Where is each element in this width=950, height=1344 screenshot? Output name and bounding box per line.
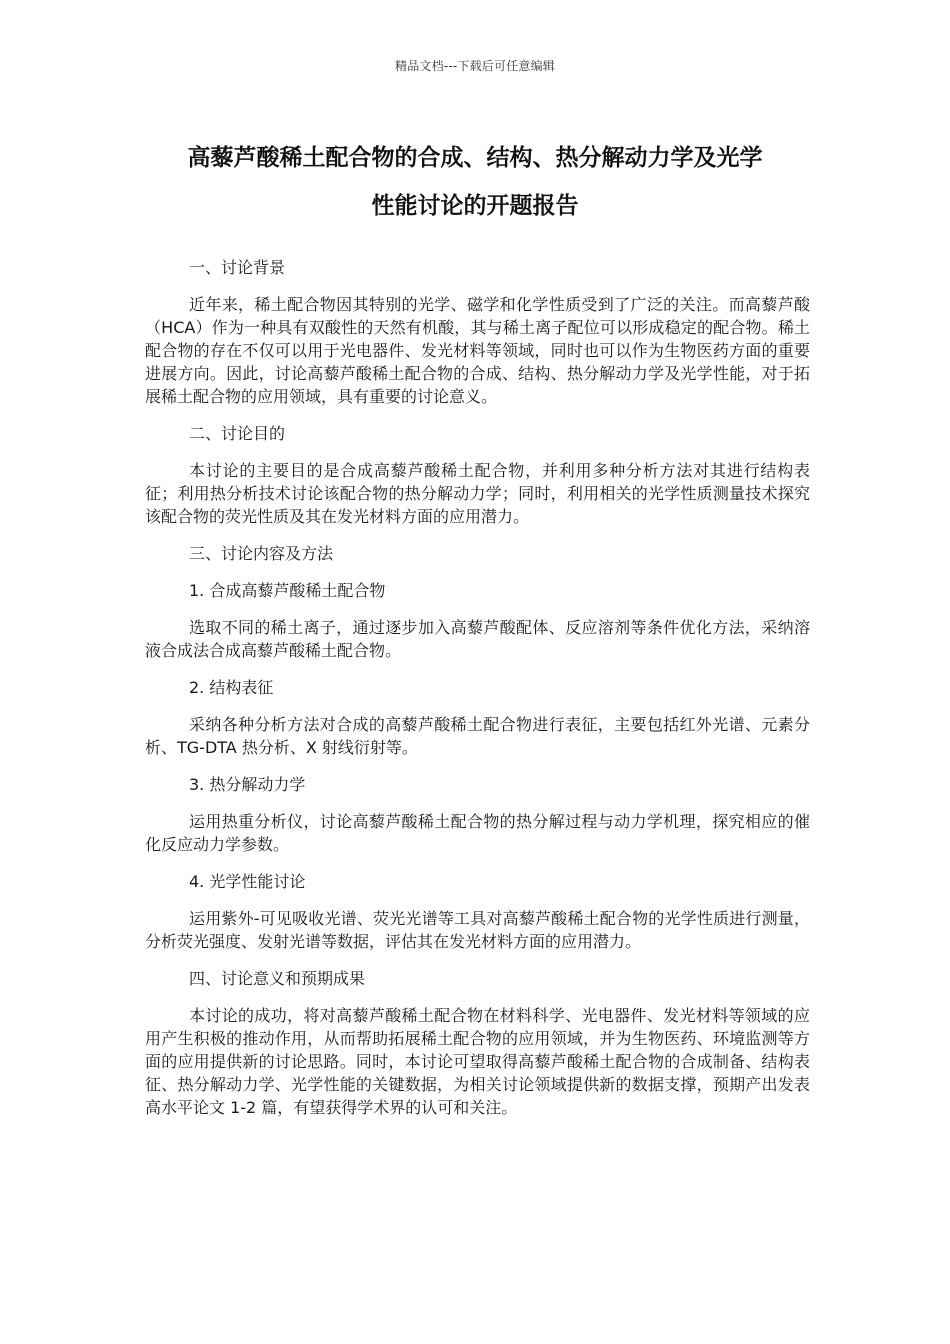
- document-title-line-2: 性能讨论的开题报告: [371, 193, 579, 219]
- document-body: [145, 256, 810, 1133]
- section-purpose: [145, 422, 810, 528]
- section-heading: 四、讨论意义和预期成果: [189, 969, 366, 988]
- document-title-line-1: 高藜芦酸稀土配合物的合成、结构、热分解动力学及光学: [187, 145, 763, 171]
- subsection-heading: 2. 结构表征: [189, 678, 274, 697]
- subsection-heading: 1. 合成高藜芦酸稀土配合物: [189, 581, 386, 600]
- subsection-paragraph: 运用热重分析仪，讨论高藜芦酸稀土配合物的热分解过程与动力学机理，探究相应的催化反应动力学参数。: [145, 812, 810, 854]
- section-paragraph: 本讨论的主要目的是合成高藜芦酸稀土配合物，并利用多种分析方法对其进行结构表征；利用热分析技术讨论该配合物的热分解动力学；同时，利用相关的光学性质测量技术探究该配合物的荧光性质及其在发光材料方面的应用潜力。: [145, 461, 810, 526]
- subsection-paragraph: 运用紫外-可见吸收光谱、荧光光谱等工具对高藜芦酸稀土配合物的光学性质进行测量，分析荧光强度、发射光谱等数据，评估其在发光材料方面的应用潜力。: [145, 909, 810, 951]
- section-heading: 一、讨论背景: [189, 258, 286, 277]
- section-heading: 三、讨论内容及方法: [189, 544, 334, 563]
- section-heading: 二、讨论目的: [189, 424, 286, 443]
- header-note: 精品文档---下载后可任意编辑: [395, 59, 555, 73]
- section-paragraph: 近年来，稀土配合物因其特别的光学、磁学和化学性质受到了广泛的关注。而高藜芦酸（HCA）作为一种具有双酸性的天然有机酸，其与稀土离子配位可以形成稳定的配合物。稀土配合物的存在不仅可以用于光电器件、发光材料等领域，同时也可以作为生物医药方面的重要进展方向。因此，讨论高藜芦酸稀土配合物的合成、结构、热分解动力学及光学性能，对于拓展稀土配合物的应用领域，具有重要的讨论意义。: [145, 295, 810, 406]
- subsection-paragraph: 采纳各种分析方法对合成的高藜芦酸稀土配合物进行表征，主要包括红外光谱、元素分析、TG-DTA 热分析、X 射线衍射等。: [145, 715, 810, 757]
- subsection-heading: 3. 热分解动力学: [189, 775, 306, 794]
- section-methods: [145, 542, 810, 953]
- section-background: [145, 256, 810, 408]
- section-significance: [145, 967, 810, 1119]
- subsection-paragraph: 选取不同的稀土离子，通过逐步加入高藜芦酸配体、反应溶剂等条件优化方法，采纳溶液合成法合成高藜芦酸稀土配合物。: [145, 618, 810, 660]
- subsection-heading: 4. 光学性能讨论: [189, 872, 306, 891]
- section-paragraph: 本讨论的成功，将对高藜芦酸稀土配合物在材料科学、光电器件、发光材料等领域的应用产生积极的推动作用，从而帮助拓展稀土配合物的应用领域，并为生物医药、环境监测等方面的应用提供新的讨论思路。同时，本讨论可望取得高藜芦酸稀土配合物的合成制备、结构表征、热分解动力学、光学性能的关键数据，为相关讨论领域提供新的数据支撑，预期产出发表高水平论文 1-2 篇，有望获得学术界的认可和关注。: [145, 1006, 810, 1117]
